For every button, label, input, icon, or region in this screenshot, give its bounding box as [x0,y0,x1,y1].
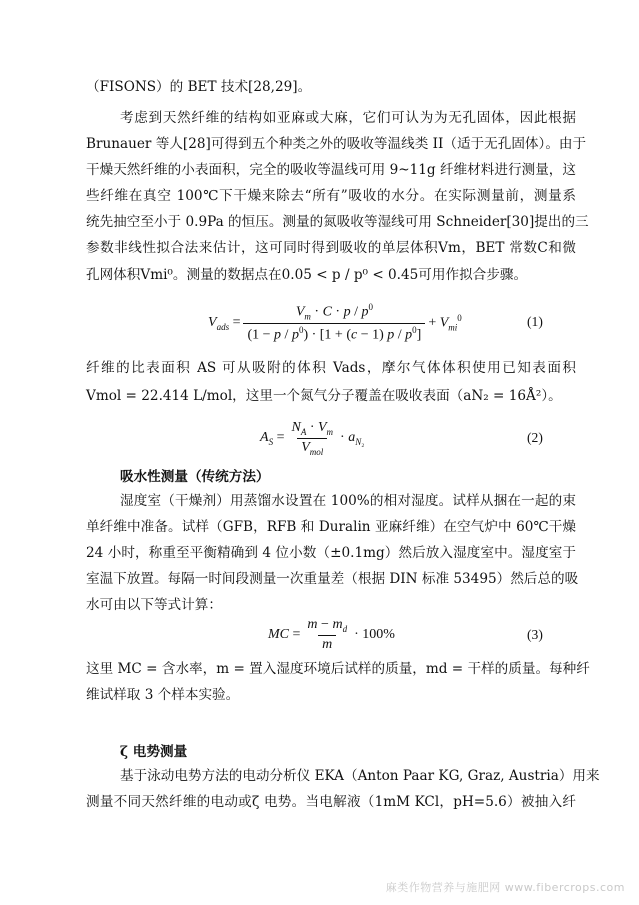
equation-bet: $V_{ads}$ = $\frac{V_m \cdot C \cdot p / p^0}{(1 - p / p^0) \cdot [1 + (c - 1) p / p^0]}$ + $V_{mi}^0$ [208,302,462,343]
text-line: 湿度室（干燥剂）用蒸馏水设置在 100%的相对湿度。试样从捆在一起的束 [120,493,576,509]
equation-number: (3) [527,627,543,642]
section-heading: 吸水性测量（传统方法） [120,469,270,485]
text-line: 考虑到天然纤维的结构如亚麻或大麻，它们可认为为无孔固体，因此根据 [120,110,576,126]
text-line: 室温下放置。每隔一时间段测量一次重量差（根据 DIN 标准 53495）然后总的吸 [86,571,579,587]
text-line: 维试样取 3 个样本实验。 [86,687,240,703]
text-line: 参数非线性拟合法来估计，这可同时得到吸收的单层体积Vm，BET 常数C和微 [86,240,576,256]
section-heading: ζ 电势测量 [120,744,188,760]
text-line: 24 小时，称重至平衡精确到 4 位小数（±0.1mg）然后放入湿度室中。湿度室于 [86,545,576,561]
text-line: Vmol = 22.414 L/mol，这里一个氮气分子覆盖在吸收表面（aN₂ = 16Å²）。 [86,388,562,404]
text-line: 基于泳动电势方法的电动分析仪 EKA（Anton Paar KG, Graz, Austria）用来 [120,768,600,784]
equation-number: (2) [527,430,543,445]
text-line: 这里 MC = 含水率，m = 置入湿度环境后试样的质量，md = 干样的质量。每种纤 [86,661,590,677]
equation-moisture: MC = $\frac{m - m_d}{m}$ · 100% [268,617,395,652]
text-line: 统先抽空至小于 0.9Pa 的恒压。测量的氮吸收等湿线可用 Schneider[30]提出的三 [86,214,589,230]
watermark: 麻类作物营养与施肥网 www.fibercrops.com [385,881,625,894]
text-line: 纤维的比表面积 AS 可从吸附的体积 Vads，摩尔气体体积使用已知表面积 [86,360,576,376]
text-line: 单纤维中准备。试样（GFB，RFB 和 Duralin 亚麻纤维）在空气炉中 60℃干燥 [86,519,576,535]
text-line: 干燥天然纤维的小表面积，完全的吸收等温线可用 9~11g 纤维材料进行测量，这 [86,162,576,178]
equation-surface-area: $A_S$ = $\frac{N_A \cdot V_m}{V_{mol}}$ · $a_{N_2}$ [260,419,365,457]
text-line: Brunauer 等人[28]可得到五个种类之外的吸收等温线类 II（适于无孔固体）。由于 [86,136,587,152]
equation-number: (1) [527,314,543,329]
text-line: （FISONS）的 BET 技术[28,29]。 [86,79,312,95]
text-line: 水可由以下等式计算： [86,597,222,613]
text-line: 些纤维在真空 100℃下干燥来除去“所有”吸收的水分。在实际测量前，测量系 [86,188,576,204]
text-line: 测量不同天然纤维的电动或ζ 电势。当电解液（1mM KCl，pH=5.6）被抽入纤 [86,794,576,810]
text-line: 孔网体积Vmi⁰。测量的数据点在0.05 < p / p⁰ < 0.45可用作拟合步骤。 [86,267,528,283]
